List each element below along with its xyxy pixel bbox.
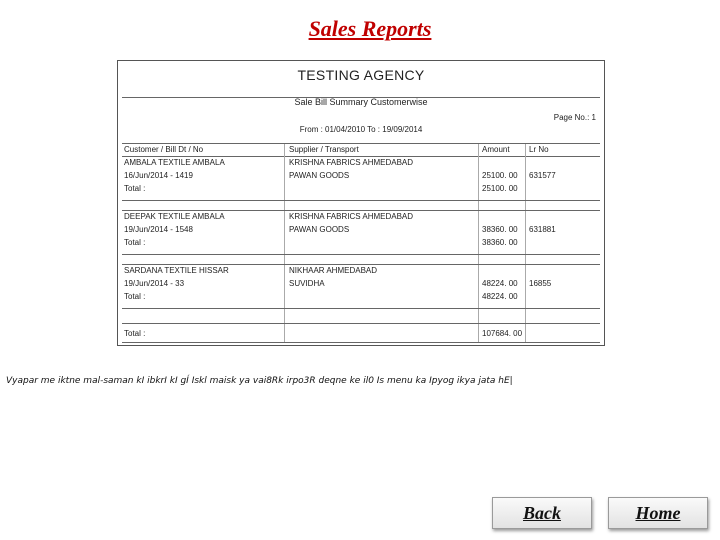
report-preview (117, 60, 605, 346)
group-total-value: 25100. 00 (482, 184, 518, 193)
amount-value: 38360. 00 (482, 225, 518, 234)
column-separator (284, 144, 285, 342)
supplier-name: NIKHAAR AHMEDABAD (289, 266, 378, 275)
transport-name: SUVIDHA (289, 279, 325, 288)
amount-value: 48224. 00 (482, 279, 518, 288)
bill-date-number: 19/Jun/2014 - 33 (124, 279, 185, 288)
divider (122, 264, 600, 265)
group-total-label: Total : (124, 184, 146, 193)
report-subtitle: Sale Bill Summary Customerwise (294, 97, 428, 107)
divider (122, 210, 600, 211)
divider (122, 323, 600, 324)
group-total-value: 48224. 00 (482, 292, 518, 301)
group-total-label: Total : (124, 238, 146, 247)
home-button[interactable]: Home (608, 497, 708, 529)
column-header-customer: Customer / Bill Dt / No (124, 145, 204, 154)
group-total-label: Total : (124, 292, 146, 301)
report-agency-name: TESTING AGENCY (297, 67, 425, 83)
column-header-lr-no: Lr No (529, 145, 549, 154)
page-title: Sales Reports (308, 16, 432, 41)
divider (122, 342, 600, 343)
transport-name: PAWAN GOODS (289, 225, 350, 234)
report-page-number: Page No.: 1 (553, 113, 596, 122)
bill-date-number: 16/Jun/2014 - 1419 (124, 171, 193, 180)
amount-value: 25100. 00 (482, 171, 518, 180)
customer-name: DEEPAK TEXTILE AMBALA (124, 212, 225, 221)
report-date-range: From : 01/04/2010 To : 19/09/2014 (299, 125, 423, 134)
column-header-supplier: Supplier / Transport (289, 145, 359, 154)
description-text: Vyapar me iktne mal-saman kI ibkrI kI gÍ Iskl maisk ya vai8Rk irpo3R deqne ke il0 Is menu ka Ipyog ikya jata hE| (6, 376, 513, 386)
transport-name: PAWAN GOODS (289, 171, 350, 180)
grand-total-label: Total : (124, 329, 146, 338)
lr-number: 631577 (529, 171, 556, 180)
column-separator (478, 144, 479, 342)
divider (122, 200, 600, 201)
supplier-name: KRISHNA FABRICS AHMEDABAD (289, 212, 414, 221)
bill-date-number: 19/Jun/2014 - 1548 (124, 225, 193, 234)
divider (122, 308, 600, 309)
grand-total-value: 107684. 00 (482, 329, 523, 338)
customer-name: AMBALA TEXTILE AMBALA (124, 158, 225, 167)
customer-name: SARDANA TEXTILE HISSAR (124, 266, 229, 275)
column-separator (525, 144, 526, 342)
divider (122, 254, 600, 255)
lr-number: 16855 (529, 279, 552, 288)
divider (122, 156, 600, 157)
lr-number: 631881 (529, 225, 556, 234)
column-header-amount: Amount (482, 145, 510, 154)
back-button[interactable]: Back (492, 497, 592, 529)
divider (122, 143, 600, 144)
group-total-value: 38360. 00 (482, 238, 518, 247)
supplier-name: KRISHNA FABRICS AHMEDABAD (289, 158, 414, 167)
